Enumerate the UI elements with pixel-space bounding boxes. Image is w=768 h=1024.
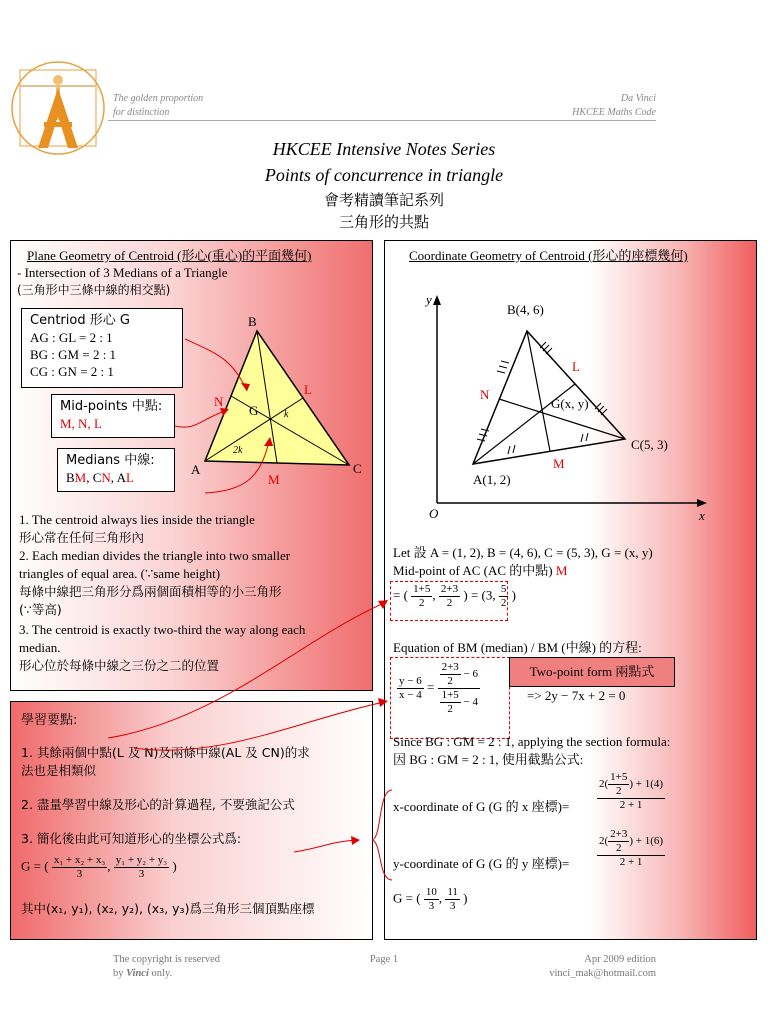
midpoint-highlight: [390, 581, 508, 621]
footer-copyright-line2: [113, 967, 220, 981]
xc-inner: [608, 771, 629, 798]
since-en: Since BG : GM = 2 : 1, applying the section formula:: [393, 734, 671, 749]
coordinate-graph: [385, 241, 758, 531]
tri-label-b: B: [248, 314, 257, 329]
g-f1-num: 10: [425, 886, 437, 898]
note-3-cn: 形心位於每條中線之三份之二的位置: [19, 658, 220, 673]
graph-label-m: M: [553, 456, 565, 471]
medians-box-l1: Medians 中線:: [66, 453, 155, 468]
note-2-cn-b: (∵等高): [19, 602, 62, 617]
study-points-panel: [10, 701, 373, 940]
mid-result: ) = (3,: [463, 587, 496, 603]
tri-label-a: A: [191, 462, 201, 477]
midpoint-line: [393, 562, 567, 579]
graph-point-a: A(1, 2): [473, 472, 511, 487]
header-rule: [108, 120, 656, 121]
midpoint-text: Mid-point of AC (AC 的中點): [393, 563, 553, 578]
graph-origin: O: [429, 506, 439, 521]
graph-point-c: C(5, 3): [631, 437, 668, 452]
g-f2-num: 11: [447, 886, 458, 898]
plane-sub-2: (三角形中三條中線的相交點): [17, 283, 171, 297]
yc-b: ) + 1(6): [629, 835, 664, 848]
note-1-en: 1. The centroid always lies inside the triangle: [19, 512, 255, 527]
mid-f3-den: 2: [500, 597, 507, 609]
median-m: M: [74, 470, 87, 485]
g-f1-den: 3: [428, 900, 435, 912]
formula-y-den: 3: [138, 868, 145, 880]
footer-only: only.: [148, 968, 173, 979]
y-coord-calc: [597, 828, 665, 869]
bm-top-n: 2+3: [441, 661, 459, 673]
median-c: C: [92, 470, 102, 485]
median-sep-1: ,: [86, 470, 93, 485]
footer-copyright-line1: The copyright is reserved: [113, 954, 221, 965]
study-point-3: 3. 簡化後由此可知道形心的坐標公式爲:: [21, 831, 242, 846]
bm-equals: =: [426, 679, 435, 695]
tri-label-g: G: [249, 403, 259, 418]
yc-fd: 2: [616, 842, 622, 854]
mid-f1-den: 2: [419, 597, 425, 609]
x-coord-num: [597, 771, 665, 799]
graph-point-b: B(4, 6): [507, 302, 544, 317]
tri-label-c: C: [353, 461, 362, 476]
tri-label-2k: 2k: [233, 445, 243, 456]
graph-axis-y: y: [426, 292, 432, 307]
y-coord-den: 2 + 1: [619, 856, 643, 868]
bm-top-d: 2: [447, 675, 453, 687]
coordinate-geometry-panel: [384, 240, 757, 940]
median-a: A: [116, 470, 126, 485]
yc-a: 2(: [599, 835, 609, 848]
x-coord-den: 2 + 1: [619, 799, 643, 811]
midpoints-box-l2: M, N, L: [60, 416, 102, 431]
formula-g-label: G = (: [21, 858, 49, 874]
yc-fn: 2+3: [610, 828, 628, 840]
yc-inner: [608, 828, 629, 855]
g-frac-1: [424, 886, 439, 913]
y-coord-label: y-coordinate of G (G 的 y 座標)=: [393, 856, 570, 871]
title-line-4: 三角形的共點: [338, 213, 429, 231]
xc-fd: 2: [616, 785, 622, 797]
formula-x-frac: [52, 854, 107, 881]
note-3-en-a: 3. The centroid is exactly two-third the way along each: [19, 622, 306, 637]
centroid-box-l3: BG : GM = 2 : 1: [30, 347, 117, 362]
header-series: HKCEE Maths Code: [572, 107, 656, 118]
medians-box: [57, 448, 175, 492]
bm-bot-n: 1+5: [441, 689, 459, 701]
bm-left-num: y − 6: [399, 675, 422, 687]
header-author: Da Vinci: [620, 93, 656, 104]
footer-by: by: [113, 968, 127, 979]
title-line-3: 會考精讀筆記系列: [323, 191, 444, 209]
bm-result: => 2y − 7x + 2 = 0: [527, 688, 626, 703]
footer-email: vinci_mak@hotmail.com: [549, 968, 656, 979]
midpoint-calc: = ( $\frac{1+5}{2}$ , $\frac{2+3}{2}$ ) = (3, $\frac{5}{2}$ ): [393, 583, 516, 609]
note-2-en-a: 2. Each median divides the triangle into two smaller: [19, 548, 291, 563]
mid-close: ): [511, 587, 516, 603]
header-slogan-2: for distinction: [113, 107, 170, 118]
mid-f2-num: 2+3: [440, 583, 459, 595]
g-f2-den: 3: [449, 900, 456, 912]
note-1-cn: 形心常在任何三角形內: [19, 530, 145, 545]
midpoint-m: M: [555, 563, 568, 578]
mid-f3-num: 5: [500, 583, 507, 595]
formula-x-num: x₁ + x₂ + x₃: [53, 854, 106, 866]
let-line: Let 設 A = (1, 2), B = (4, 6), C = (5, 3), G = (x, y): [393, 545, 653, 560]
bm-bot-minus: − 4: [463, 696, 478, 709]
centroid-box-l2: AG : GL = 2 : 1: [30, 330, 113, 345]
study-vertices-note: 其中(x₁, y₁), (x₂, y₂), (x₃, y₃)爲三角形三個頂點座標: [21, 901, 315, 916]
xc-b: ) + 1(4): [629, 778, 664, 791]
graph-label-l: L: [572, 359, 580, 374]
y-coord-frac: [597, 828, 665, 869]
mid-f1-num: 1+5: [413, 583, 431, 595]
tri-label-n: N: [214, 394, 224, 409]
x-coord-label: x-coordinate of G (G 的 x 座標)=: [393, 799, 570, 814]
g-frac-2: [445, 886, 460, 913]
centroid-box: [21, 308, 183, 388]
formula-y-num: y₁ + y₂ + y₃: [115, 854, 168, 866]
coordinate-heading: Coordinate Geometry of Centroid (形心的座標幾何): [409, 248, 688, 263]
y-coord-num: [597, 828, 665, 856]
formula-comma: ,: [107, 858, 111, 874]
study-point-1a: 1. 其餘兩個中點(L 及 N)及兩條中線(AL 及 CN)的求: [21, 745, 310, 760]
study-title: 學習要點:: [21, 713, 78, 728]
median-n: N: [101, 470, 111, 485]
midpoints-box-l1: Mid-points 中點:: [60, 399, 163, 414]
midpoints-box: [51, 394, 175, 438]
title-line-1: HKCEE Intensive Notes Series: [272, 139, 496, 159]
mid-f2-den: 2: [446, 597, 453, 609]
median-l: L: [125, 470, 134, 485]
header-right: [572, 92, 656, 120]
bm-equation-title: Equation of BM (median) / BM (中線) 的方程:: [393, 640, 642, 655]
xc-a: 2(: [599, 778, 609, 791]
tri-label-m: M: [268, 472, 280, 487]
g-open: G = (: [393, 890, 421, 906]
formula-x-den: 3: [76, 868, 83, 880]
median-b: B: [66, 470, 75, 485]
g-close: ): [463, 890, 468, 906]
header-left: [113, 92, 203, 120]
graph-point-g: G(x, y): [551, 396, 589, 411]
g-result: G = ( $\frac{10}{3}$ , $\frac{11}{3}$ ): [393, 886, 468, 912]
bm-highlight: [390, 657, 510, 739]
median-sep-2: ,: [110, 470, 117, 485]
study-point-1b: 法也是相類似: [21, 763, 97, 778]
note-2-cn-a: 每條中線把三角形分爲兩個面積相等的小三角形: [19, 584, 282, 599]
tri-label-l: L: [304, 382, 312, 397]
note-3-en-b: median.: [19, 640, 61, 655]
graph-label-n: N: [480, 387, 490, 402]
bm-bot-d: 2: [447, 703, 453, 715]
graph-axis-x: x: [699, 508, 705, 523]
plane-geometry-heading: Plane Geometry of Centroid (形心(重心)的平面幾何): [27, 248, 312, 263]
tri-label-k: k: [284, 409, 289, 420]
header-slogan-1: The golden proportion: [113, 93, 204, 104]
study-point-2: 2. 盡量學習中線及形心的計算過程, 不要強記公式: [21, 797, 295, 812]
plane-sub-1: - Intersection of 3 Medians of a Triangle: [17, 265, 228, 280]
footer-author: Vinci: [126, 968, 149, 979]
centroid-box-l1: Centriod 形心 G: [30, 313, 130, 328]
centroid-box-l4: CG : GN = 2 : 1: [30, 364, 114, 379]
footer-page: Page 1: [369, 954, 399, 965]
centroid-formula: [21, 854, 177, 881]
title-line-2: Points of concurrence in triangle: [264, 165, 504, 185]
x-coord-frac: [597, 771, 665, 812]
xc-fn: 1+5: [610, 771, 628, 783]
note-2-en-b: triangles of equal area. (∵same height): [19, 566, 221, 581]
footer-edition-date: Apr 2009 edition: [584, 954, 656, 965]
bm-left-den: x − 4: [399, 689, 422, 701]
footer-edition: [549, 953, 656, 981]
mid-open: = (: [393, 587, 408, 603]
since-cn: 因 BG : GM = 2 : 1, 使用截點公式:: [393, 752, 584, 767]
plane-geometry-panel: [10, 240, 373, 691]
formula-y-frac: [114, 854, 169, 881]
x-coord-calc: [597, 771, 665, 812]
formula-close: ): [172, 858, 177, 874]
medians-box-l2: [66, 469, 166, 486]
bm-top-minus: − 6: [463, 668, 478, 681]
two-point-form-label: Two-point form 兩點式: [509, 657, 675, 687]
